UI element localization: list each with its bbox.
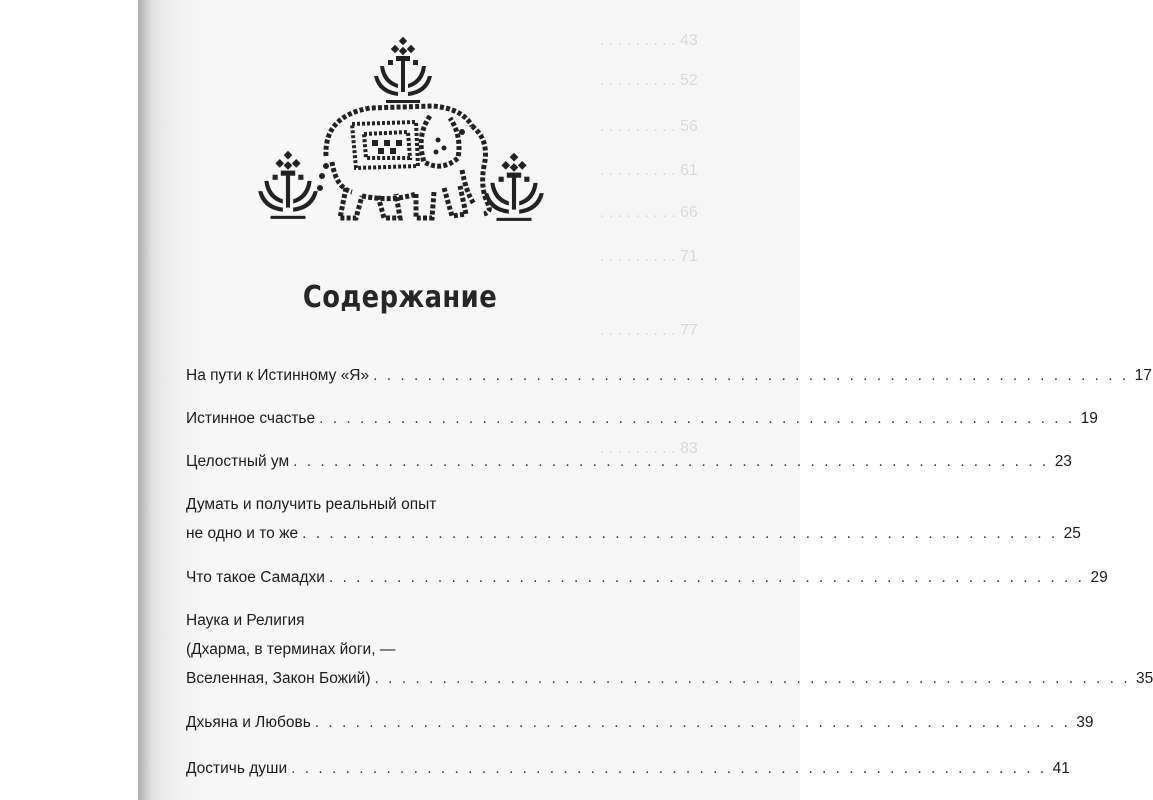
toc-entry-title: Думать и получить реальный опыт [186, 496, 437, 513]
lotus-ornament-icon [256, 150, 320, 222]
toc-entry[interactable] [186, 567, 1108, 589]
toc-entry-title: Достичь души [186, 760, 288, 777]
toc-dot-leader: . . . . . . . . . . . . . . . . . . . . . . . . . . . . . . . . . . . . . . . . . . . . . . . . . . . . . . . . [314, 714, 1071, 731]
toc-entry[interactable] [186, 712, 1094, 734]
toc-entry-title: Что такое Самадхи [186, 569, 325, 586]
toc-dot-leader: . . . . . . . . . . . . . . . . . . . . . . . . . . . . . . . . . . . . . . . . . . . . . . . . . . . . . . . . [373, 367, 1129, 384]
toc-dot-leader: . . . . . . . . . . . . . . . . . . . . . . . . . . . . . . . . . . . . . . . . . . . . . . . . . . . . . . . . [319, 410, 1075, 427]
toc-entry[interactable] [186, 365, 1152, 387]
toc-page-number: 41 [1052, 760, 1070, 777]
toc-entry-title: На пути к Истинному «Я» [186, 367, 370, 384]
mosaic-elephant-icon [312, 96, 500, 224]
toc-dot-leader: . . . . . . . . . . . . . . . . . . . . . . . . . . . . . . . . . . . . . . . . . . . . . . . . . . . . . . . . [374, 670, 1131, 687]
toc-dot-leader: . . . . . . . . . . . . . . . . . . . . . . . . . . . . . . . . . . . . . . . . . . . . . . . . . . . . . . . . [328, 569, 1085, 586]
toc-entry[interactable] [186, 758, 1070, 780]
toc-entry-title: Дхьяна и Любовь [186, 714, 311, 731]
toc-page-number: 39 [1076, 714, 1094, 731]
toc-entry[interactable] [186, 494, 1081, 545]
toc-page-number: 17 [1134, 367, 1152, 384]
toc-page-number: 23 [1054, 453, 1072, 470]
toc-entry-title: Вселенная, Закон Божий) [186, 670, 371, 687]
toc-page-number: 19 [1080, 410, 1098, 427]
lotus-ornament-icon [482, 152, 546, 224]
page-gutter-shadow [138, 0, 152, 800]
toc-dot-leader: . . . . . . . . . . . . . . . . . . . . . . . . . . . . . . . . . . . . . . . . . . . . . . . . . . . . . . . . [293, 453, 1049, 470]
toc-entry[interactable] [186, 451, 1072, 473]
toc-entry[interactable] [186, 610, 1153, 690]
page-title: Содержание [302, 280, 498, 315]
toc-entry-title: (Дхарма, в терминах йоги, — [186, 641, 396, 658]
toc-entry-title: Истинное счастье [186, 410, 316, 427]
toc-page-number: 35 [1136, 670, 1153, 687]
toc-dot-leader: . . . . . . . . . . . . . . . . . . . . . . . . . . . . . . . . . . . . . . . . . . . . . . . . . . . . . . . . [291, 760, 1047, 777]
toc-entry-title: Целостный ум [186, 453, 290, 470]
toc-page-number: 29 [1090, 569, 1108, 586]
toc-entry-title: не одно и то же [186, 525, 299, 542]
toc-entry[interactable] [186, 408, 1098, 430]
toc-entry-title: Наука и Религия [186, 612, 305, 629]
toc-dot-leader: . . . . . . . . . . . . . . . . . . . . . . . . . . . . . . . . . . . . . . . . . . . . . . . . . . . . . . . . [302, 525, 1058, 542]
toc-page-number: 25 [1063, 525, 1081, 542]
